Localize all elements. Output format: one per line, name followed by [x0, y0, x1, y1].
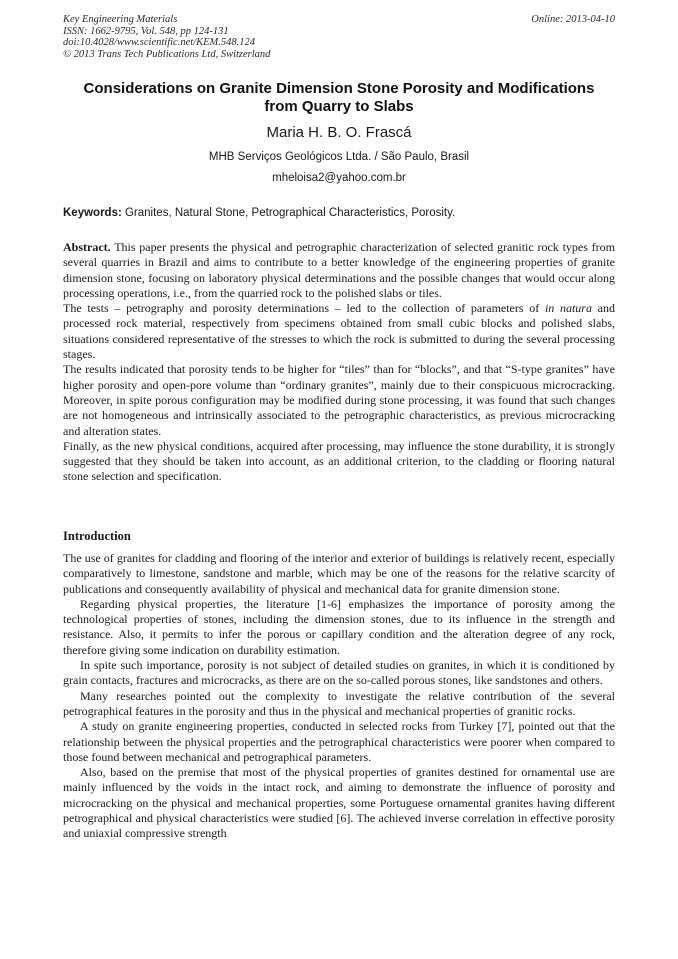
intro-paragraph-5: A study on granite engineering properties, conducted in selected rocks from Turkey [7], pointed out that the relationship between the physical properties and the petrographical characteristics were poorer when compared to those found between mechanical and petrographical parameters. — [63, 719, 615, 764]
emphasis-in-natura: in natura — [544, 301, 592, 316]
doi-line: doi:10.4028/www.scientific.net/KEM.548.124 — [63, 37, 255, 48]
abstract-label: Abstract. — [63, 240, 111, 254]
keywords-line — [63, 206, 615, 220]
copyright-line: © 2013 Trans Tech Publications Ltd, Switzerland — [63, 48, 271, 60]
online-date: Online: 2013-04-10 — [531, 14, 615, 25]
abstract-paragraph-1: Abstract. This paper presents the physical and petrographic characterization of selected granitic rock types from several quarries in Brazil and aims to contribute to a better knowledge of the engineering properties of granite dimension stone, focusing on laboratory physical determinations and the possible changes that would occur along processing operations, i.e., from the quarried rock to the polished slabs or tiles. — [63, 240, 615, 300]
abstract-section — [63, 240, 615, 485]
author-name: Maria H. B. O. Frascá — [266, 124, 412, 141]
introduction-section — [63, 551, 615, 842]
abstract-paragraph-4: Finally, as the new physical conditions, acquired after processing, may influence the stone durability, it is strongly suggested that they should be taken into account, as an additional criterion, to the cladding or flooring natural stone selection and specification. — [63, 438, 615, 484]
keywords-label: Keywords: — [63, 207, 122, 219]
author-email: mheloisa2@yahoo.com.br — [272, 172, 406, 184]
intro-paragraph-4: Many researches pointed out the complexity to investigate the relative contribution of the several petrographical features in the porosity and thus in the physical and mechanical properties of granitic rocks. — [63, 688, 615, 718]
title-line-1: Considerations on Granite Dimension Stone Porosity and Modifications — [83, 80, 595, 97]
abstract-paragraph-3: The results indicated that porosity tends to be higher for “tiles” than for “blocks”, and that “S-type granites” have higher porosity and open-pore volume than “ordinary granites”, mainly due to their conspicuous microcracking. Moreover, in spite porous configuration may be modified during stone processing, it was found that such changes are not homogeneous and intrinsically associated to the petrographic characteristics, as previous microcracking and alteration states. — [63, 362, 615, 438]
journal-header — [63, 14, 615, 60]
journal-name: Key Engineering Materials — [63, 14, 178, 25]
title-line-2: from Quarry to Slabs — [264, 98, 414, 115]
introduction-heading: Introduction — [63, 529, 131, 543]
intro-paragraph-2: Regarding physical properties, the literature [1-6] emphasizes the importance of porosity among the technological properties of stones, including the dimension stones, due to its influence in the strength and resistance. Also, it permits to infer the porous or capillary condition and the alteration degree of any rock, therefore giving some indication on durability estimation. — [63, 596, 615, 657]
author-affiliation: MHB Serviços Geológicos Ltda. / São Paulo, Brasil — [208, 151, 470, 163]
intro-paragraph-3: In spite such importance, porosity is not subject of detailed studies on granites, in which it is conditioned by grain contacts, fractures and microcracks, as there are on the so-called porous stones, like sandstones and others. — [63, 658, 615, 688]
issn-line: ISSN: 1662-9795, Vol. 548, pp 124-131 — [63, 25, 229, 37]
intro-paragraph-1: The use of granites for cladding and flooring of the interior and exterior of buildings is relatively recent, especially comparatively to limestone, sandstone and marble, which may be one of the reasons for the relative scarcity of publications and consequently availability of physical and mechanical data for granite dimension stone. — [63, 551, 615, 596]
abstract-paragraph-2: The tests – petrography and porosity determinations – led to the collection of parameters of in natura and processed rock material, respectively from specimens obtained from small cubic blocks and polished slabs, situations considered representative of the stresses to which the rock is submitted to during the several processing stages. — [63, 301, 615, 362]
paper-title — [40, 80, 638, 116]
keywords-text: Granites, Natural Stone, Petrographical Characteristics, Porosity. — [121, 207, 456, 219]
intro-paragraph-6: Also, based on the premise that most of the physical properties of granites destined for ornamental use are mainly influenced by the voids in the intact rock, and aiming to demonstrate the influence of porosity and microcracking on the physical and mechanical properties, some Portuguese ornamental granites having different petrographical and physical characteristics were studied [6]. The achieved inverse correlation in effective porosity and uniaxial compressive strength — [63, 765, 615, 841]
